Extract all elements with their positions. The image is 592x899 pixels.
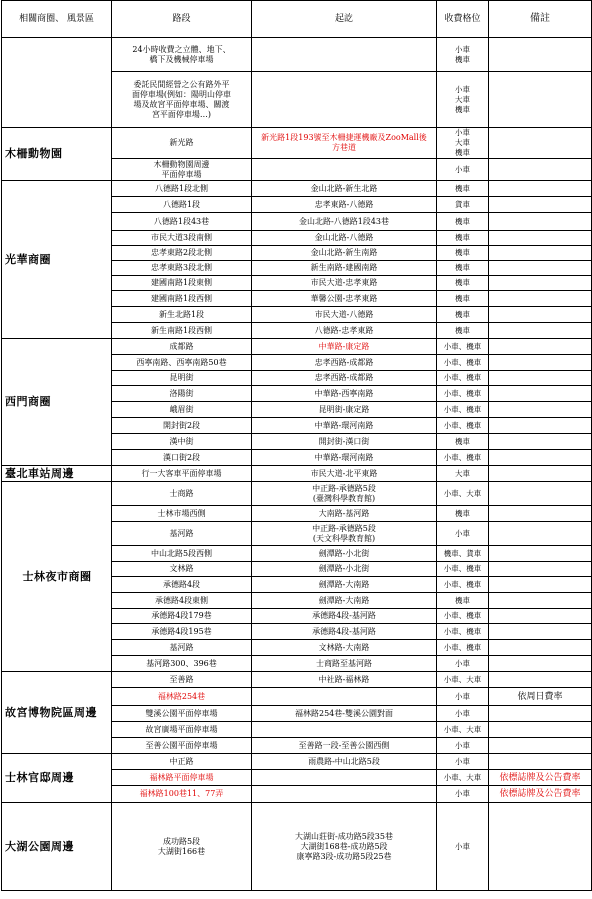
area-cell: 西門商圈 (2, 339, 112, 466)
road-cell: 峨眉街 (112, 402, 252, 418)
span-cell: 大湖山莊街-成功路5段35巷 大湖街168巷-成功路5段 康寧路3段-成功路5段25巷 (252, 803, 437, 891)
span-cell: 中華路-康定路 (252, 339, 437, 355)
road-cell: 木柵動物園周邊 平面停車場 (112, 159, 252, 181)
remark-cell (489, 418, 592, 434)
table-row (2, 339, 592, 355)
span-cell: 開封街-漢口街 (252, 434, 437, 450)
fee-cell: 小車 大車 機車 (437, 128, 489, 159)
remark-cell: 依標誌牌及公告費率 (489, 770, 592, 786)
road-cell: 福林路平面停車場 (112, 770, 252, 786)
span-cell: 八德路-忠孝東路 (252, 323, 437, 339)
fee-cell: 機車 (437, 593, 489, 609)
fee-cell: 小車 (437, 786, 489, 803)
span-cell: 劍潭路-大南路 (252, 593, 437, 609)
road-cell: 福林路254巷 (112, 688, 252, 706)
span-cell: 忠孝東路-八德路 (252, 197, 437, 213)
span-cell: 華馨公園-忠孝東路 (252, 291, 437, 307)
remark-cell (489, 402, 592, 418)
remark-cell (489, 323, 592, 339)
fee-cell: 機車 (437, 181, 489, 197)
road-cell: 承德路4段195巷 (112, 624, 252, 640)
span-cell: 金山北路-八德路 (252, 231, 437, 246)
road-cell: 昆明街 (112, 371, 252, 386)
span-cell: 中華路-環河南路 (252, 418, 437, 434)
remark-cell (489, 72, 592, 128)
road-cell: 至善路 (112, 672, 252, 688)
road-cell: 士林市場西側 (112, 506, 252, 522)
fee-cell: 小車 (437, 754, 489, 770)
remark-cell (489, 482, 592, 506)
road-cell: 西寧南路、西寧南路50巷 (112, 355, 252, 371)
fee-cell: 大車 (437, 466, 489, 482)
fee-cell: 小車、機車 (437, 418, 489, 434)
remark-cell (489, 506, 592, 522)
remark-cell (489, 371, 592, 386)
fee-cell: 小車、大車 (437, 482, 489, 506)
remark-cell (489, 640, 592, 656)
fee-cell: 小車 (437, 738, 489, 754)
road-cell: 建國南路1段西側 (112, 291, 252, 307)
fee-cell: 機車 (437, 231, 489, 246)
header-road: 路段 (112, 1, 252, 38)
fee-cell: 小車、機車 (437, 371, 489, 386)
road-cell: 24小時收費之立體、地下、 橋下及機械停車場 (112, 38, 252, 72)
road-cell: 至善公園平面停車場 (112, 738, 252, 754)
road-cell: 成都路 (112, 339, 252, 355)
area-cell: 士林官邸周邊 (2, 754, 112, 803)
table-row (2, 466, 592, 482)
remark-cell: 依周日費率 (489, 688, 592, 706)
span-cell: 忠孝西路-成都路 (252, 371, 437, 386)
remark-cell (489, 803, 592, 891)
fee-cell: 小車 大車 機車 (437, 72, 489, 128)
road-cell: 承德路4段179巷 (112, 609, 252, 624)
fee-cell: 小車、機車 (437, 577, 489, 593)
table-row (2, 181, 592, 197)
fee-cell: 機車 (437, 307, 489, 323)
span-cell: 中華路-西寧南路 (252, 386, 437, 402)
remark-cell (489, 246, 592, 261)
remark-cell (489, 434, 592, 450)
road-cell: 基河路 (112, 640, 252, 656)
fee-cell: 機車 (437, 246, 489, 261)
span-cell: 新光路1段193號至木柵捷運機廠及ZooMall後 方巷道 (252, 128, 437, 159)
fee-cell: 小車、機車 (437, 355, 489, 371)
remark-cell (489, 754, 592, 770)
remark-cell (489, 738, 592, 754)
remark-cell (489, 546, 592, 562)
fee-cell: 機車 (437, 434, 489, 450)
remark-cell (489, 706, 592, 722)
table-row (2, 128, 592, 159)
fee-cell: 機車 (437, 323, 489, 339)
span-cell: 市民大道-八德路 (252, 307, 437, 323)
remark-cell (489, 522, 592, 546)
span-cell: 福林路254巷-雙溪公園對面 (252, 706, 437, 722)
table-row (2, 754, 592, 770)
remark-cell (489, 159, 592, 181)
span-cell (252, 38, 437, 72)
road-cell: 市民大道3段南側 (112, 231, 252, 246)
road-cell: 福林路100巷11、77弄 (112, 786, 252, 803)
road-cell: 雙溪公園平面停車場 (112, 706, 252, 722)
span-cell (252, 159, 437, 181)
road-cell: 開封街2段 (112, 418, 252, 434)
span-cell: 市民大道-忠孝東路 (252, 276, 437, 291)
header-row (2, 1, 592, 38)
fee-cell: 小車、機車 (437, 450, 489, 466)
fee-cell: 小車、大車 (437, 770, 489, 786)
remark-cell (489, 213, 592, 231)
road-cell: 基河路 (112, 522, 252, 546)
fee-cell: 小車、機車 (437, 624, 489, 640)
span-cell: 忠孝西路-成都路 (252, 355, 437, 371)
road-cell: 八德路1段北側 (112, 181, 252, 197)
header-span: 起訖 (252, 1, 437, 38)
road-cell: 文林路 (112, 562, 252, 577)
remark-cell (489, 38, 592, 72)
fee-cell: 機車 (437, 213, 489, 231)
remark-cell (489, 577, 592, 593)
fee-cell: 小車 (437, 159, 489, 181)
road-cell: 漢中街 (112, 434, 252, 450)
remark-cell (489, 291, 592, 307)
road-cell: 八德路1段 (112, 197, 252, 213)
area-cell: 士林夜市商圈 (2, 482, 112, 672)
road-cell: 新生北路1段 (112, 307, 252, 323)
fee-cell: 小車 (437, 706, 489, 722)
span-cell: 大南路-基河路 (252, 506, 437, 522)
fee-cell: 小車、機車 (437, 402, 489, 418)
span-cell (252, 786, 437, 803)
road-cell: 新光路 (112, 128, 252, 159)
area-cell-blank (2, 38, 112, 128)
remark-cell (489, 128, 592, 159)
fee-cell: 機車、貨車 (437, 546, 489, 562)
road-cell: 承德路4段 (112, 577, 252, 593)
span-cell: 承德路4段-基河路 (252, 624, 437, 640)
road-cell: 八德路1段43巷 (112, 213, 252, 231)
road-cell: 士商路 (112, 482, 252, 506)
fee-cell: 小車 機車 (437, 38, 489, 72)
span-cell: 市民大道-北平東路 (252, 466, 437, 482)
span-cell: 金山北路-新生南路 (252, 246, 437, 261)
header-district: 相關商圈、 風景區 (2, 1, 112, 38)
span-cell: 中社路-福林路 (252, 672, 437, 688)
road-cell: 成功路5段 大湖街166巷 (112, 803, 252, 891)
table-row (2, 38, 592, 72)
road-cell: 行一大客車平面停車場 (112, 466, 252, 482)
road-cell: 新生南路1段西側 (112, 323, 252, 339)
span-cell (252, 722, 437, 738)
remark-cell (489, 276, 592, 291)
road-cell: 基河路300、396巷 (112, 656, 252, 672)
span-cell: 文林路-大南路 (252, 640, 437, 656)
road-cell: 中山北路5段西側 (112, 546, 252, 562)
span-cell: 中正路-承德路5段 (臺灣科學教育館) (252, 482, 437, 506)
span-cell: 金山北路-新生北路 (252, 181, 437, 197)
fee-cell: 機車 (437, 276, 489, 291)
remark-cell (489, 609, 592, 624)
fee-cell: 小車 (437, 688, 489, 706)
remark-cell (489, 450, 592, 466)
fee-cell: 機車 (437, 291, 489, 307)
road-cell: 故宮廣場平面停車場 (112, 722, 252, 738)
span-cell: 承德路4段-基河路 (252, 609, 437, 624)
remark-cell (489, 197, 592, 213)
span-cell: 劍潭路-小北街 (252, 562, 437, 577)
parking-fee-table (1, 0, 592, 891)
header-remark: 備註 (489, 1, 592, 38)
area-cell: 臺北車站周邊 (2, 466, 112, 482)
remark-cell (489, 593, 592, 609)
span-cell: 至善路一段-至善公園西側 (252, 738, 437, 754)
remark-cell (489, 562, 592, 577)
remark-cell (489, 466, 592, 482)
span-cell: 士商路至基河路 (252, 656, 437, 672)
fee-cell: 小車、機車 (437, 386, 489, 402)
remark-cell (489, 722, 592, 738)
remark-cell (489, 386, 592, 402)
remark-cell (489, 181, 592, 197)
fee-cell: 小車、機車 (437, 562, 489, 577)
span-cell: 中正路-承德路5段 (天文科學教育館) (252, 522, 437, 546)
area-cell: 木柵動物園 (2, 128, 112, 181)
fee-cell: 小車、大車 (437, 672, 489, 688)
header-fee: 收費格位 (437, 1, 489, 38)
span-cell (252, 72, 437, 128)
span-cell: 中華路-環河南路 (252, 450, 437, 466)
area-cell: 大湖公園周邊 (2, 803, 112, 891)
fee-cell: 小車、機車 (437, 640, 489, 656)
remark-cell (489, 672, 592, 688)
road-cell: 洛陽街 (112, 386, 252, 402)
span-cell (252, 770, 437, 786)
road-cell: 忠孝東路2段北側 (112, 246, 252, 261)
road-cell: 中正路 (112, 754, 252, 770)
remark-cell (489, 307, 592, 323)
table-row (2, 482, 592, 506)
fee-cell: 小車 (437, 656, 489, 672)
table-row (2, 672, 592, 688)
remark-cell (489, 339, 592, 355)
fee-cell: 小車 (437, 522, 489, 546)
fee-cell: 小車、大車 (437, 722, 489, 738)
remark-cell (489, 261, 592, 276)
fee-cell: 小車、機車 (437, 339, 489, 355)
road-cell: 建國南路1段東側 (112, 276, 252, 291)
fee-cell: 機車 (437, 261, 489, 276)
remark-cell: 依標誌牌及公告費率 (489, 786, 592, 803)
area-cell: 故宮博物院區周邊 (2, 672, 112, 754)
remark-cell (489, 656, 592, 672)
span-cell: 金山北路-八德路1段43巷 (252, 213, 437, 231)
span-cell (252, 688, 437, 706)
span-cell: 雨農路-中山北路5段 (252, 754, 437, 770)
span-cell: 昆明街-康定路 (252, 402, 437, 418)
fee-cell: 小車 (437, 803, 489, 891)
road-cell: 忠孝東路3段北側 (112, 261, 252, 276)
remark-cell (489, 231, 592, 246)
fee-cell: 機車 (437, 506, 489, 522)
span-cell: 新生南路-建國南路 (252, 261, 437, 276)
fee-cell: 小車、機車 (437, 609, 489, 624)
table-row (2, 803, 592, 891)
fee-cell: 貨車 (437, 197, 489, 213)
remark-cell (489, 624, 592, 640)
span-cell: 劍潭路-大南路 (252, 577, 437, 593)
road-cell: 委託民間經營之公有路外平 面停車場(例如：陽明山停車 場及故宮平面停車場、關渡 宮平面停車場…) (112, 72, 252, 128)
road-cell: 承德路4段東側 (112, 593, 252, 609)
span-cell: 劍潭路-小北街 (252, 546, 437, 562)
road-cell: 漢口街2段 (112, 450, 252, 466)
remark-cell (489, 355, 592, 371)
area-cell: 光華商圈 (2, 181, 112, 339)
